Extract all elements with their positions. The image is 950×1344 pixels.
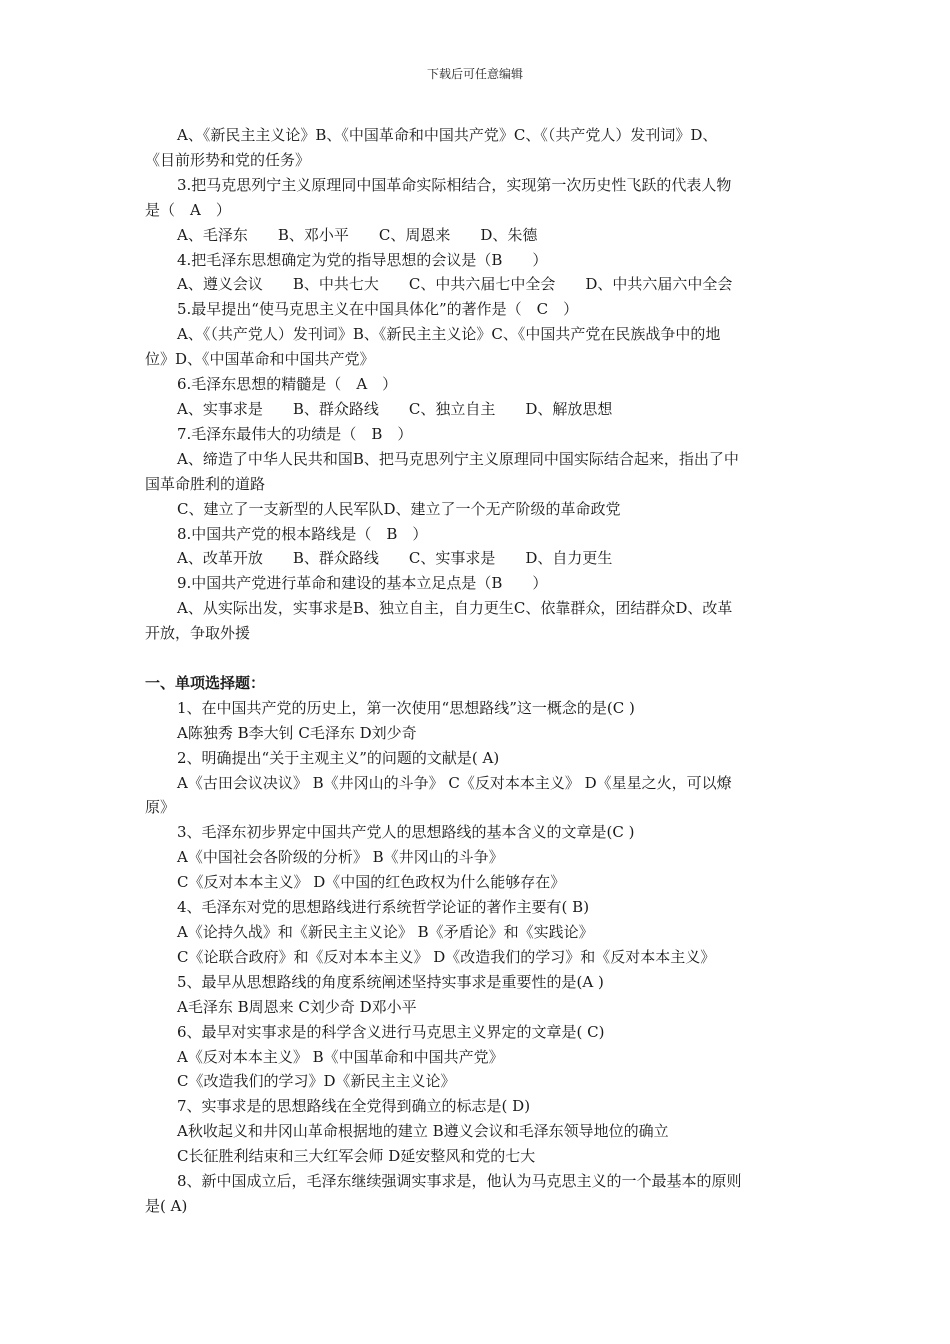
text-line: 8、新中国成立后，毛泽东继续强调实事求是，他认为马克思主义的一个最基本的原则 <box>177 1172 742 1191</box>
text-line: A、改革开放 B、群众路线 C、实事求是 D、自力更生 <box>177 549 613 568</box>
text-line: A秋收起义和井冈山革命根据地的建立 B遵义会议和毛泽东领导地位的确立 <box>177 1122 669 1141</box>
text-line: 6、最早对实事求是的科学含义进行马克思主义界定的文章是( C) <box>177 1022 605 1041</box>
text-line: A、从实际出发，实事求是B、独立自主，自力更生C、依靠群众，团结群众D、改革 <box>177 599 733 618</box>
text-line: 8.中国共产党的根本路线是（ B ） <box>177 524 428 543</box>
question-section-2 <box>145 696 810 1219</box>
text-line: A、缔造了中华人民共和国B、把马克思列宁主义原理同中国实际结合起来，指出了中 <box>177 449 739 468</box>
text-line: C长征胜利结束和三大红军会师 D延安整风和党的七大 <box>177 1147 536 1166</box>
text-line: 《目前形势和党的任务》 <box>145 150 311 169</box>
text-line: C《改造我们的学习》D《新民主主义论》 <box>177 1072 456 1091</box>
text-line: 5.最早提出“使马克思主义在中国具体化”的著作是（ C ） <box>177 300 579 319</box>
text-line: 9.中国共产党进行革命和建设的基本立足点是（B ） <box>177 574 548 593</box>
question-section-1 <box>145 123 810 646</box>
text-line: 开放，争取外援 <box>145 624 251 643</box>
text-line: 4.把毛泽东思想确定为党的指导思想的会议是（B ） <box>177 250 548 269</box>
text-line: A《中国社会各阶级的分析》 B《井冈山的斗争》 <box>177 848 504 867</box>
paragraph-gap <box>145 646 810 671</box>
text-line: 7.毛泽东最伟大的功绩是（ B ） <box>177 424 413 443</box>
text-line: 位》D、《中国革命和中国共产党》 <box>145 350 375 369</box>
text-line: 1、在中国共产党的历史上，第一次使用“思想路线”这一概念的是(C ) <box>177 698 635 717</box>
text-line: A毛泽东 B周恩来 C刘少奇 D邓小平 <box>177 997 417 1016</box>
text-line: A、《新民主主义论》B、《中国革命和中国共产党》C、《（共产党人）发刊词》D、 <box>177 126 718 144</box>
text-line: 3、毛泽东初步界定中国共产党人的思想路线的基本含义的文章是(C ) <box>177 823 635 842</box>
text-line: 6.毛泽东思想的精髓是（ A ） <box>177 375 398 394</box>
text-line: A、遵义会议 B、中共七大 C、中共六届七中全会 D、中共六届六中全会 <box>177 275 733 294</box>
text-line: A、实事求是 B、群众路线 C、独立自主 D、解放思想 <box>177 399 613 418</box>
text-line: C《反对本本主义》 D《中国的红色政权为什么能够存在》 <box>177 873 566 892</box>
text-line: 4、毛泽东对党的思想路线进行系统哲学论证的著作主要有( B) <box>177 898 590 917</box>
text-line: 3.把马克思列宁主义原理同中国革命实际相结合，实现第一次历史性飞跃的代表人物 <box>177 175 732 194</box>
text-line: A、毛泽东 B、邓小平 C、周恩来 D、朱德 <box>177 225 538 244</box>
section-title: 一、单项选择题： <box>145 673 266 692</box>
text-line: C、建立了一支新型的人民军队D、建立了一个无产阶级的革命政党 <box>177 499 621 518</box>
text-line: A陈独秀 B李大钊 C毛泽东 D刘少奇 <box>177 723 417 742</box>
text-line: 国革命胜利的道路 <box>145 474 266 493</box>
document-body <box>145 123 810 1219</box>
text-line: 7、实事求是的思想路线在全党得到确立的标志是( D) <box>177 1097 531 1116</box>
text-line: 原》 <box>145 798 176 817</box>
text-line: 是( A) <box>145 1196 188 1215</box>
text-line: A《古田会议决议》 B《井冈山的斗争》 C《反对本本主义》 D《星星之火，可以燎 <box>177 773 732 792</box>
text-line: A《反对本本主义》 B《中国革命和中国共产党》 <box>177 1047 504 1066</box>
text-line: 5、最早从思想路线的角度系统阐述坚持实事求是重要性的是(A ) <box>177 972 604 991</box>
text-line: A《论持久战》和《新民主主义论》 B《矛盾论》和《实践论》 <box>177 922 594 941</box>
text-line: A、《（共产党人）发刊词》B、《新民主主义论》C、《中国共产党在民族战争中的地 <box>177 325 721 344</box>
text-line: 2、明确提出“关于主观主义”的问题的文献是( A) <box>177 748 500 767</box>
page-header: 下载后可任意编辑 <box>426 67 523 81</box>
text-line: C《论联合政府》和《反对本本主义》 D《改造我们的学习》和《反对本本主义》 <box>177 947 716 966</box>
text-line: 是（ A ） <box>145 200 231 219</box>
